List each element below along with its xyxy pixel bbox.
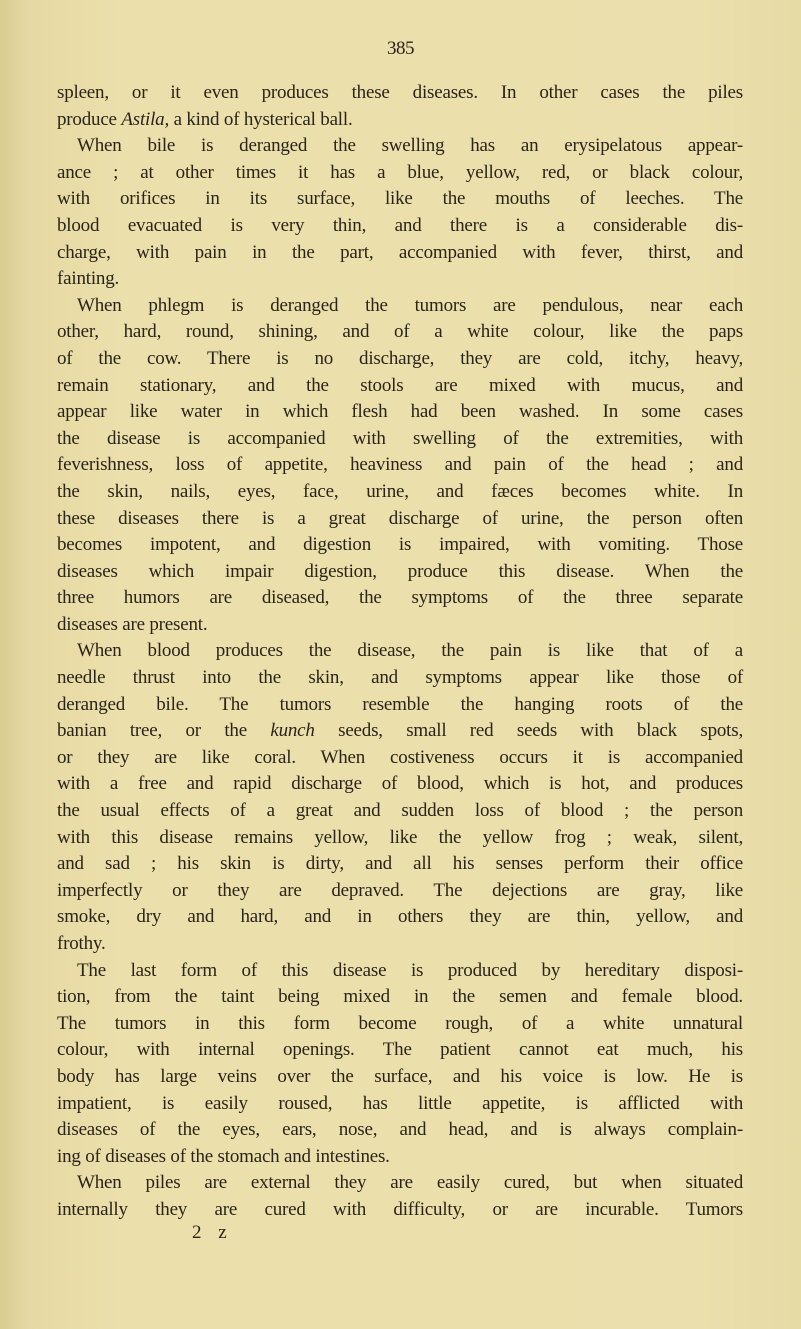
text-line: impatient, is easily roused, has little appetite, is afflicted with [57, 1092, 743, 1114]
text-line: of the cow. There is no discharge, they are cold, itchy, heavy, [57, 347, 743, 369]
text-line: diseases which impair digestion, produce this disease. When the [57, 560, 743, 582]
text-line: The tumors in this form become rough, of a white unnatural [57, 1012, 743, 1034]
text-line: When piles are external they are easily cured, but when situated [77, 1172, 743, 1194]
text-line: spleen, or it even produces these diseases. In other cases the piles [57, 82, 743, 103]
text-line: diseases are present. [57, 613, 208, 635]
text-line: with orifices in its surface, like the mouths of leeches. The [57, 188, 743, 210]
signature-mark: 2 z [192, 1222, 233, 1243]
text-line: with a free and rapid discharge of blood, which is hot, and produces [57, 773, 743, 795]
text-line: the skin, nails, eyes, face, urine, and fæces becomes white. In [57, 480, 743, 502]
text-line: these diseases there is a great discharge of urine, the person often [57, 507, 743, 529]
text-line: or they are like coral. When costiveness occurs it is accompanied [57, 746, 743, 768]
text-line: other, hard, round, shining, and of a white colour, like the paps [57, 321, 743, 343]
text-line: When phlegm is deranged the tumors are pendulous, near each [77, 294, 743, 316]
text-line: and sad ; his skin is dirty, and all his senses perform their office [57, 853, 743, 875]
text-line: ance ; at other times it has a blue, yellow, red, or black colour, [57, 161, 743, 183]
text-line: three humors are diseased, the symptoms of the three separate [57, 587, 743, 609]
text-segment: seeds, small red seeds with black spots, [314, 720, 743, 742]
text-segment: a kind of hysterical ball. [169, 108, 353, 130]
text-line: colour, with internal openings. The patient cannot eat much, his [57, 1039, 743, 1061]
text-line: diseases of the eyes, ears, nose, and head, and is always complain- [57, 1119, 743, 1141]
text-line: tion, from the taint being mixed in the semen and female blood. [57, 986, 743, 1008]
text-line: needle thrust into the skin, and symptoms appear like those of [57, 667, 743, 689]
text-line: When bile is deranged the swelling has an erysipelatous appear- [77, 135, 743, 157]
text-line: When blood produces the disease, the pain is like that of a [77, 640, 743, 662]
page-number: 385 [387, 38, 414, 59]
text-line: appear like water in which flesh had been washed. In some cases [57, 401, 743, 423]
text-segment: produce [57, 108, 122, 130]
text-line: internally they are cured with difficulty, or are incurable. Tumors [57, 1198, 743, 1220]
text-segment: banian tree, or the [57, 720, 271, 742]
text-line: blood evacuated is very thin, and there is a considerable dis- [57, 214, 743, 236]
text-line [57, 718, 743, 745]
text-line: with this disease remains yellow, like the yellow frog ; weak, silent, [57, 826, 743, 848]
text-line: the disease is accompanied with swelling of the extremities, with [57, 427, 743, 449]
text-line: the usual effects of a great and sudden loss of blood ; the person [57, 800, 743, 822]
text-line: body has large veins over the surface, and his voice is low. He is [57, 1065, 743, 1087]
body-text [57, 80, 743, 1224]
text-line: frothy. [57, 933, 106, 954]
text-line [57, 107, 743, 134]
text-line: feverishness, loss of appetite, heaviness and pain of the head ; and [57, 454, 743, 476]
text-line: remain stationary, and the stools are mixed with mucus, and [57, 374, 743, 396]
italic-term: kunch [270, 720, 315, 742]
text-line: charge, with pain in the part, accompanied with fever, thirst, and [57, 241, 743, 263]
text-line: smoke, dry and hard, and in others they are thin, yellow, and [57, 906, 743, 928]
text-line: imperfectly or they are depraved. The dejections are gray, like [57, 879, 743, 901]
italic-term: Astila, [121, 108, 170, 130]
text-line: deranged bile. The tumors resemble the hanging roots of the [57, 693, 743, 715]
text-line: The last form of this disease is produced by hereditary disposi- [77, 959, 743, 981]
text-line: fainting. [57, 268, 120, 290]
text-line: ing of diseases of the stomach and intestines. [57, 1145, 390, 1167]
text-line: becomes impotent, and digestion is impaired, with vomiting. Those [57, 534, 743, 556]
